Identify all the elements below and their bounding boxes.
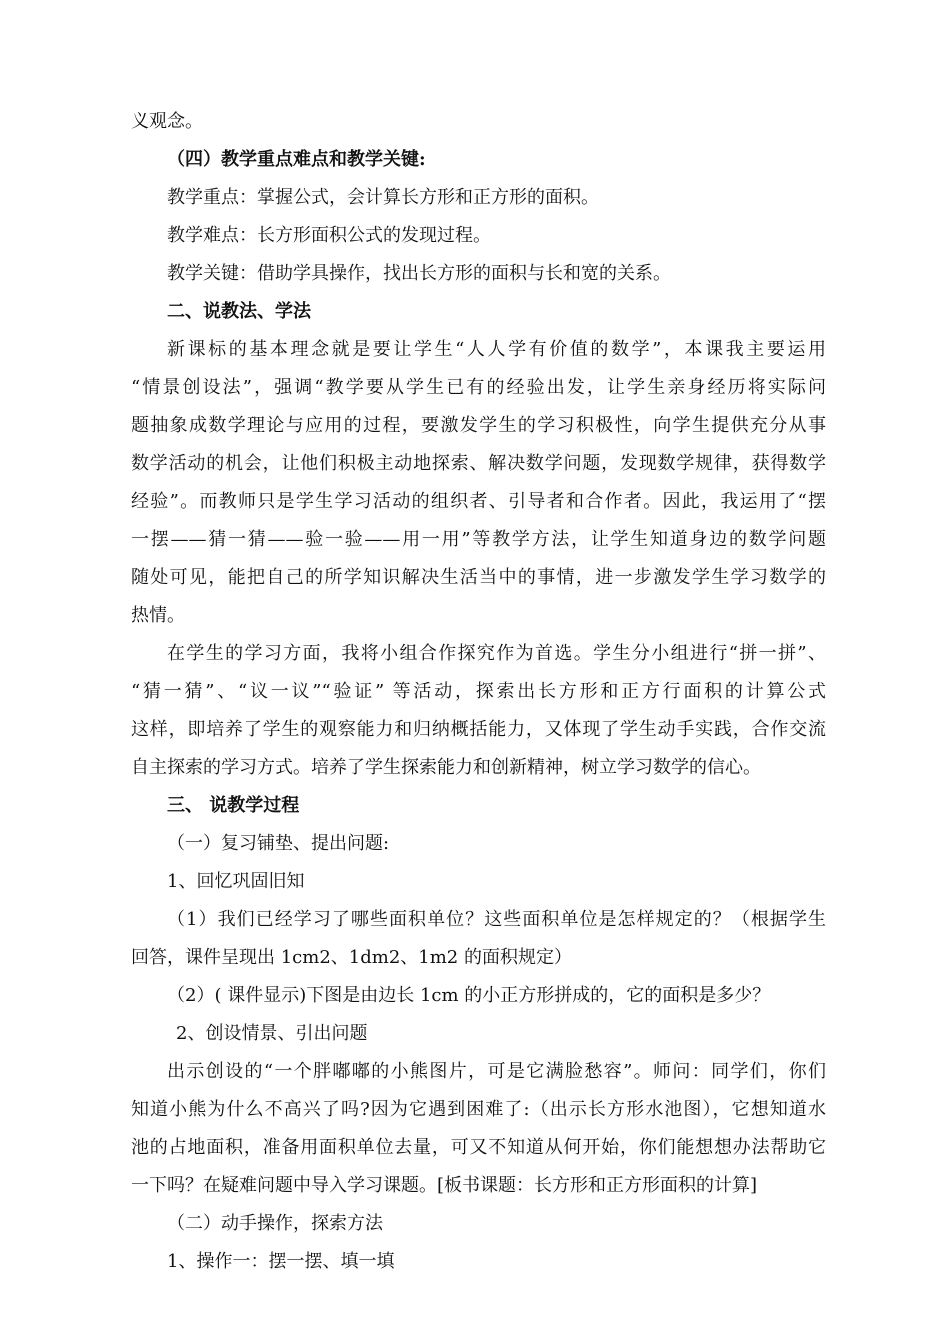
text-line: 回答，课件呈现出 1cm2、1dm2、1m2 的面积规定） <box>131 947 572 968</box>
text-line: 在学生的学习方面，我将小组合作探究作为首选。学生分小组进行“拼一拼”、 <box>167 643 826 664</box>
section-heading: （四）教学重点难点和教学关键: <box>167 149 426 170</box>
text-line: 新课标的基本理念就是要让学生“人人学有价值的数学”，本课我主要运用 <box>167 339 826 360</box>
text-line: 一摆——猜一猜——验一验——用一用”等教学方法，让学生知道身边的数学问题 <box>131 529 826 550</box>
text-line: 数学活动的机会，让他们积极主动地探索、解决数学问题，发现数学规律，获得数学 <box>131 453 826 474</box>
text-line: （2）( 课件显示)下图是由边长 1cm 的小正方形拼成的，它的面积是多少？ <box>167 985 771 1006</box>
text-line: 经验”。而教师只是学生学习活动的组织者、引导者和合作者。因此，我运用了“摆 <box>131 491 826 512</box>
text-line: 热情。 <box>131 605 185 626</box>
text-line: 义观念。 <box>131 111 203 132</box>
text-line: 随处可见，能把自己的所学知识解决生活当中的事情，进一步激发学生学习数学的 <box>131 567 826 588</box>
text-line: 一下吗？在疑难问题中导入学习课题。[板书课题：长方形和正方形面积的计算] <box>131 1175 758 1196</box>
text-line: 题抽象成数学理论与应用的过程，要激发学生的学习积极性，向学生提供充分从事 <box>131 415 826 436</box>
text-line: （1）我们已经学习了哪些面积单位？这些面积单位是怎样规定的？（根据学生 <box>167 909 826 930</box>
text-line: 教学重点：掌握公式，会计算长方形和正方形的面积。 <box>167 187 599 208</box>
text-line: “情景创设法”，强调“教学要从学生已有的经验出发，让学生亲身经历将实际问 <box>131 377 826 398</box>
section-heading: 三、 说教学过程 <box>167 795 300 816</box>
section-heading: 二、说教法、学法 <box>167 301 311 322</box>
text-line: 1、操作一：摆一摆、填一填 <box>167 1251 395 1272</box>
text-line: 教学关键：借助学具操作，找出长方形的面积与长和宽的关系。 <box>167 263 671 284</box>
text-line: “猜一猜”、“议一议”“验证” 等活动，探索出长方形和正方行面积的计算公式 <box>131 681 826 702</box>
text-line: 2、创设情景、引出问题 <box>176 1023 368 1044</box>
text-line: 这样，即培养了学生的观察能力和归纳概括能力，又体现了学生动手实践，合作交流 <box>131 719 826 740</box>
text-line: 自主探索的学习方式。培养了学生探索能力和创新精神，树立学习数学的信心。 <box>131 757 761 778</box>
text-line: 知道小熊为什么不高兴了吗?因为它遇到困难了:（出示长方形水池图），它想知道水 <box>131 1099 826 1120</box>
text-line: 1、回忆巩固旧知 <box>167 871 305 892</box>
text-line: 教学难点：长方形面积公式的发现过程。 <box>167 225 491 246</box>
text-line: 出示创设的“一个胖嘟嘟的小熊图片，可是它满脸愁容”。师问：同学们，你们 <box>167 1061 826 1082</box>
text-line: （二）动手操作，探索方法 <box>167 1213 383 1234</box>
text-line: 池的占地面积，准备用面积单位去量，可又不知道从何开始，你们能想想办法帮助它 <box>131 1137 826 1158</box>
text-line: （一）复习铺垫、提出问题: <box>167 833 390 854</box>
